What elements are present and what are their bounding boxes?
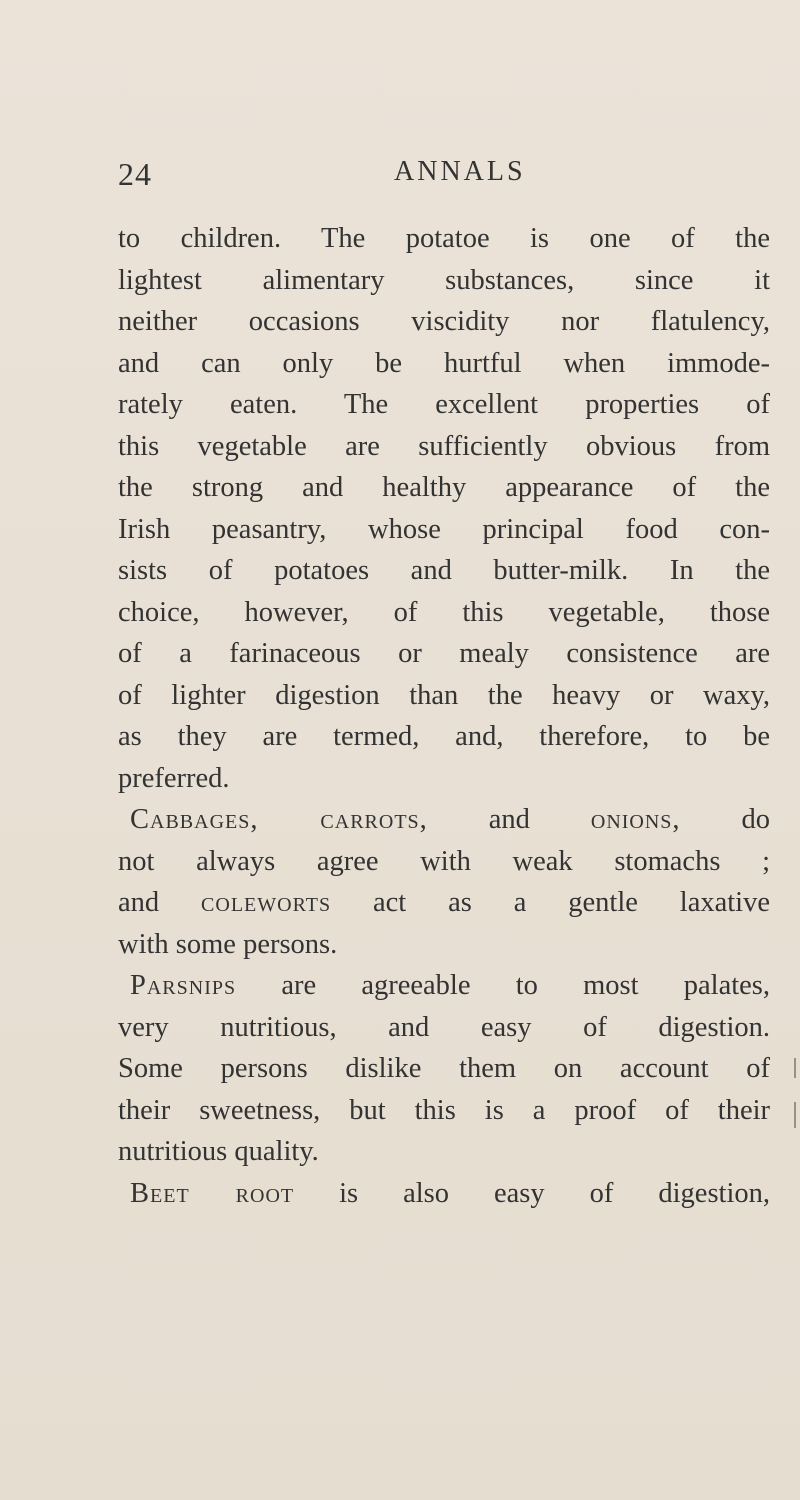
text-segment: are agreeable to most palates, (236, 970, 770, 1001)
text-segment: very nutritious, and easy of digestion. (118, 1011, 770, 1043)
text-line (118, 799, 770, 841)
text-segment: as they are termed, and, therefore, to be (118, 721, 770, 752)
text-line (118, 1173, 770, 1215)
text-line (118, 426, 770, 468)
text-segment: of lighter digestion than the heavy or waxy, (118, 679, 770, 711)
text-segment: act as a gentle laxative (331, 887, 770, 918)
page-header (118, 156, 778, 196)
text-line (118, 758, 770, 800)
text-segment: and can only be hurtful when immode- (118, 347, 770, 379)
text-line (118, 218, 770, 260)
text-segment: of a farinaceous or mealy consistence are (118, 638, 770, 669)
page-edge-mark (794, 1102, 796, 1128)
text-line (118, 965, 770, 1007)
text-segment: rately eaten. The excellent properties of (118, 389, 770, 420)
text-line (118, 509, 770, 551)
body-text (118, 218, 770, 1214)
text-segment: sists of potatoes and butter-milk. In the (118, 555, 770, 586)
text-line (118, 882, 770, 924)
small-caps-term: Cabbages, carrots, (130, 804, 428, 835)
text-segment: do (680, 804, 771, 835)
small-caps-term: coleworts (201, 887, 332, 918)
text-segment: preferred. (118, 762, 230, 794)
text-line (118, 841, 770, 883)
text-segment: the strong and healthy appearance of the (118, 472, 770, 503)
page-edge-mark (794, 1058, 796, 1078)
text-segment: with some persons. (118, 928, 338, 960)
small-caps-term: Parsnips (130, 970, 237, 1001)
text-segment: not always agree with weak stomachs ; (118, 845, 770, 877)
text-line (118, 550, 770, 592)
text-line (118, 633, 770, 675)
text-line (118, 1131, 770, 1173)
text-segment: Irish peasantry, whose principal food con- (118, 513, 770, 545)
text-line (118, 675, 770, 717)
text-segment: is also easy of digestion, (294, 1177, 771, 1209)
text-line (118, 384, 770, 426)
text-segment: to children. The potatoe is one of the (118, 223, 770, 254)
text-line (118, 1007, 770, 1049)
text-segment: and (118, 887, 202, 918)
text-segment: this vegetable are sufficiently obvious from (118, 430, 770, 462)
running-head: ANNALS (394, 156, 526, 187)
small-caps-term: onions, (590, 804, 681, 835)
text-line (118, 1090, 770, 1132)
text-line (118, 301, 770, 343)
text-segment: lightest alimentary substances, since it (118, 264, 770, 296)
text-segment: their sweetness, but this is a proof of their (118, 1094, 770, 1126)
text-line (118, 343, 770, 385)
text-segment: choice, however, of this vegetable, those (118, 596, 770, 628)
text-segment: and (427, 804, 591, 835)
text-segment: Some persons dislike them on account of (118, 1053, 770, 1084)
text-segment: neither occasions viscidity nor flatulency, (118, 306, 770, 337)
text-line (118, 924, 770, 966)
text-line (118, 592, 770, 634)
small-caps-term: Beet root (130, 1177, 295, 1209)
text-line (118, 467, 770, 509)
text-line (118, 716, 770, 758)
text-line (118, 1048, 770, 1090)
text-line (118, 260, 770, 302)
text-segment: nutritious quality. (118, 1136, 319, 1167)
page-number: 24 (118, 156, 152, 192)
